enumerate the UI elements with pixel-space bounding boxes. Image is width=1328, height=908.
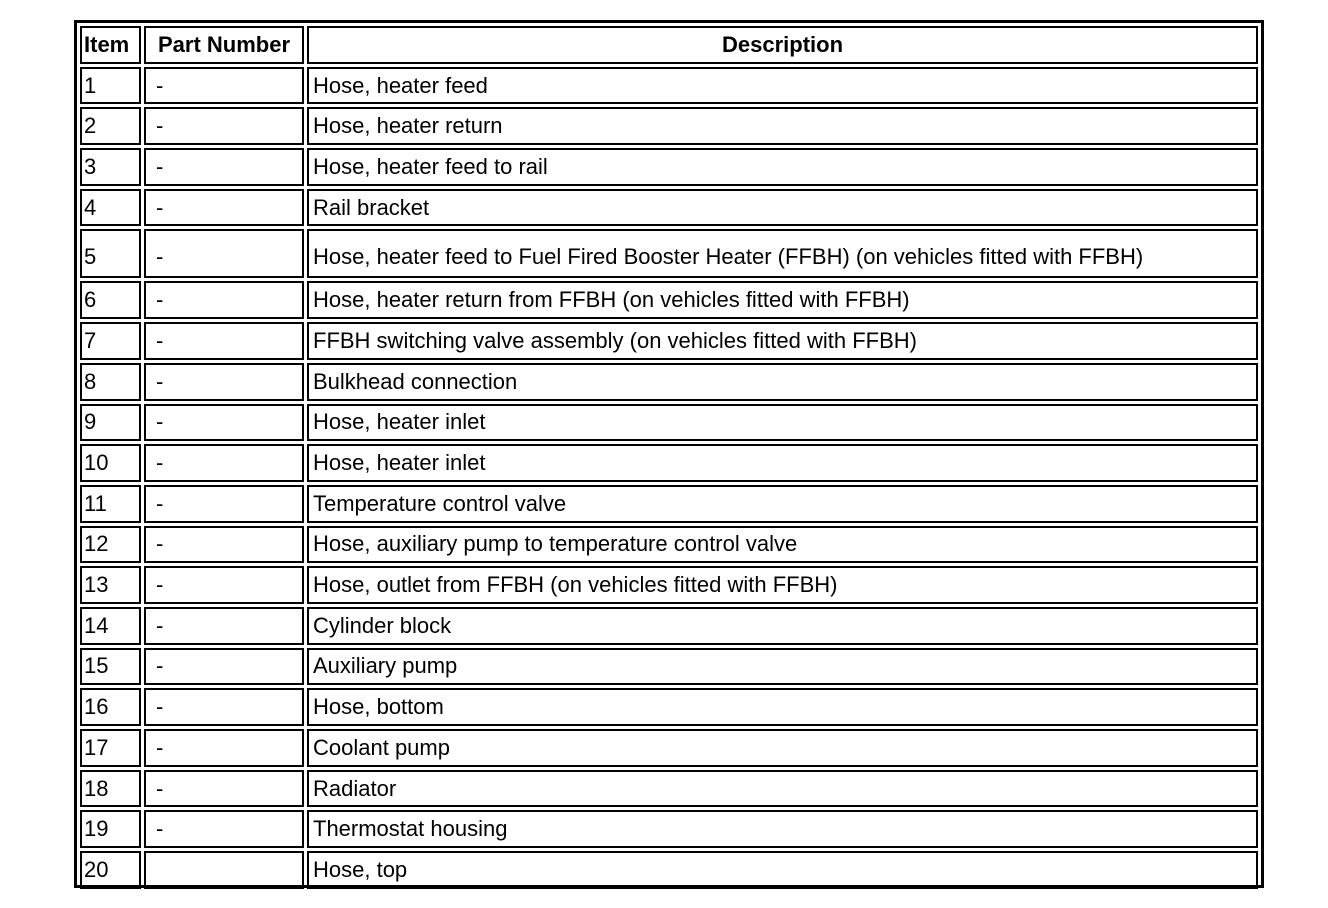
part-number-cell [144,851,304,889]
description-cell: Hose, heater feed to rail [307,148,1258,186]
description-cell: Hose, heater return from FFBH (on vehicles fitted with FFBH) [307,281,1258,319]
item-cell: 11 [80,485,141,523]
part-number-cell: - [144,485,304,523]
table-row [80,148,1258,186]
description-cell: Auxiliary pump [307,648,1258,686]
table-row [80,485,1258,523]
table-row [80,229,1258,278]
description-cell: Hose, top [307,851,1258,889]
description-cell: Hose, heater feed [307,67,1258,105]
table-row [80,810,1258,848]
part-number-cell: - [144,648,304,686]
item-cell: 3 [80,148,141,186]
item-cell: 12 [80,526,141,564]
part-number-cell: - [144,770,304,808]
item-cell: 15 [80,648,141,686]
part-number-cell: - [144,148,304,186]
part-number-cell: - [144,322,304,360]
table-row [80,189,1258,227]
item-cell: 5 [80,229,141,278]
header-item: Item [80,26,141,64]
item-cell: 6 [80,281,141,319]
description-cell: FFBH switching valve assembly (on vehicles fitted with FFBH) [307,322,1258,360]
item-cell: 17 [80,729,141,767]
item-cell: 20 [80,851,141,889]
item-cell: 2 [80,107,141,145]
table-row [80,363,1258,401]
description-cell: Rail bracket [307,189,1258,227]
description-cell: Hose, heater return [307,107,1258,145]
part-number-cell: - [144,363,304,401]
description-cell: Temperature control valve [307,485,1258,523]
description-cell: Hose, outlet from FFBH (on vehicles fitted with FFBH) [307,566,1258,604]
part-number-cell: - [144,404,304,442]
table-row [80,851,1258,889]
table-row [80,607,1258,645]
description-cell: Hose, auxiliary pump to temperature control valve [307,526,1258,564]
table-row [80,107,1258,145]
parts-table [77,23,1261,892]
description-cell: Hose, bottom [307,688,1258,726]
table-row [80,688,1258,726]
header-part-number: Part Number [144,26,304,64]
part-number-cell: - [144,444,304,482]
table-row [80,67,1258,105]
description-cell: Hose, heater feed to Fuel Fired Booster Heater (FFBH) (on vehicles fitted with FFBH) [307,229,1258,278]
description-cell: Bulkhead connection [307,363,1258,401]
description-cell: Hose, heater inlet [307,444,1258,482]
item-cell: 9 [80,404,141,442]
item-cell: 19 [80,810,141,848]
part-number-cell: - [144,67,304,105]
item-cell: 4 [80,189,141,227]
item-cell: 18 [80,770,141,808]
table-row [80,770,1258,808]
table-body [80,67,1258,889]
item-cell: 16 [80,688,141,726]
part-number-cell: - [144,566,304,604]
part-number-cell: - [144,810,304,848]
part-number-cell: - [144,189,304,227]
header-description: Description [307,26,1258,64]
item-cell: 13 [80,566,141,604]
item-cell: 14 [80,607,141,645]
item-cell: 1 [80,67,141,105]
table-row [80,566,1258,604]
parts-table-frame [74,20,1264,888]
item-cell: 10 [80,444,141,482]
table-row [80,444,1258,482]
table-header-row [80,26,1258,64]
table-row [80,281,1258,319]
table-row [80,526,1258,564]
description-cell: Coolant pump [307,729,1258,767]
item-cell: 8 [80,363,141,401]
part-number-cell: - [144,729,304,767]
table-row [80,729,1258,767]
description-cell: Hose, heater inlet [307,404,1258,442]
table-row [80,322,1258,360]
part-number-cell: - [144,607,304,645]
description-cell: Cylinder block [307,607,1258,645]
part-number-cell: - [144,229,304,278]
table-row [80,404,1258,442]
description-cell: Radiator [307,770,1258,808]
part-number-cell: - [144,107,304,145]
item-cell: 7 [80,322,141,360]
part-number-cell: - [144,281,304,319]
part-number-cell: - [144,526,304,564]
table-row [80,648,1258,686]
description-cell: Thermostat housing [307,810,1258,848]
part-number-cell: - [144,688,304,726]
